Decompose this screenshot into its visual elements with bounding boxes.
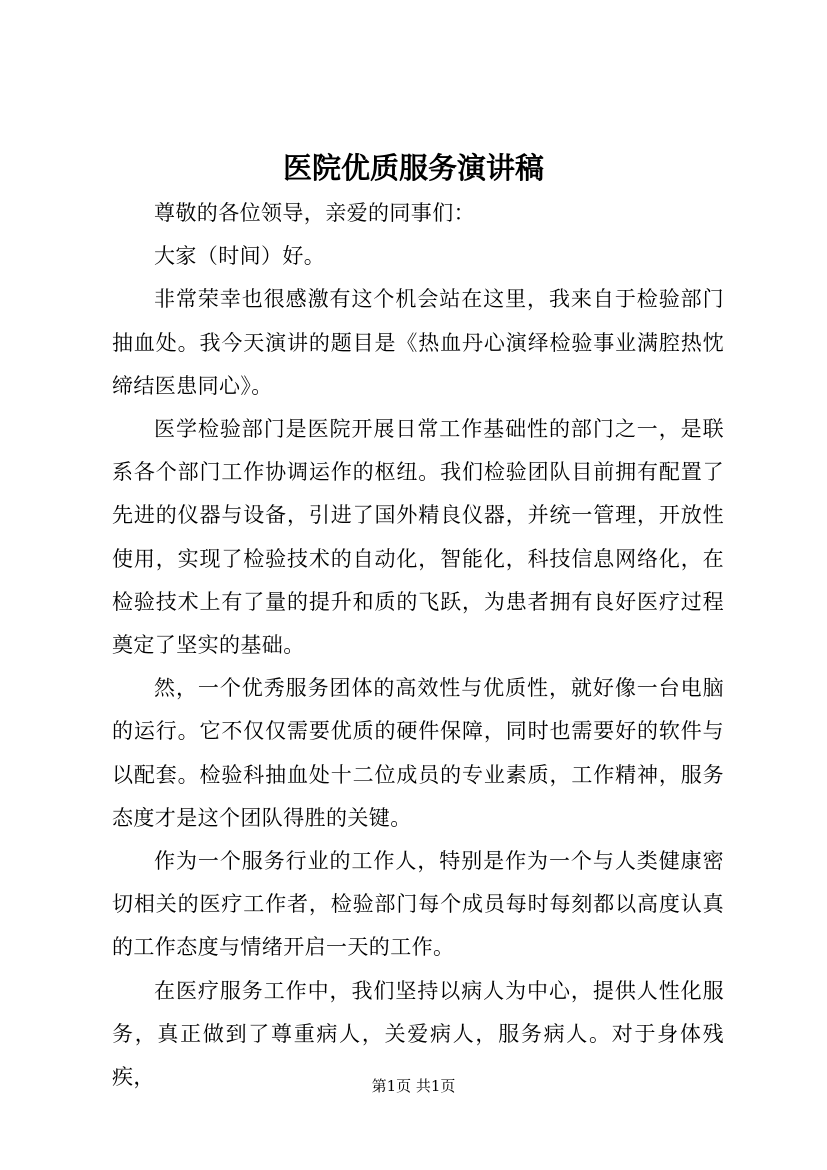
document-title: 医院优质服务演讲稿	[282, 151, 544, 185]
paragraph-service: 在医疗服务工作中，我们坚持以病人为中心，提供人性化服务，真正做到了尊重病人，关爱病人，服务病人。对于身体残疾，	[112, 978, 724, 1090]
paragraph-department: 医学检验部门是医院开展日常工作基础性的部门之一，是联系各个部门工作协调运作的枢纽。我们检验团队目前拥有配置了先进的仪器与设备，引进了国外精良仪器，并统一管理，开放性使用，实现了检验技术的自动化，智能化，科技信息网络化，在检验技术上有了量的提升和质的飞跃，为患者拥有良好医疗过程奠定了坚实的基础。	[112, 417, 724, 658]
paragraph-hello: 大家（时间）好。	[154, 244, 326, 269]
paragraph-team: 然，一个优秀服务团体的高效性与优质性，就好像一台电脑的运行。它不仅仅需要优质的硬件保障，同时也需要好的软件与以配套。检验科抽血处十二位成员的专业素质，工作精神，服务态度才是这个团队得胜的关键。	[112, 676, 724, 830]
paragraph-greeting: 尊敬的各位领导，亲爱的同事们：	[154, 201, 475, 225]
paragraph-intro: 非常荣幸也很感激有这个机会站在这里，我来自于检验部门抽血处。我今天演讲的题目是《热血丹心演绎检验事业满腔热忱缔结医患同心》。	[112, 287, 724, 398]
document-body	[112, 192, 724, 1099]
paragraph-attitude: 作为一个服务行业的工作人，特别是作为一个与人类健康密切相关的医疗工作者，检验部门每个成员每时每刻都以高度认真的工作态度与情绪开启一天的工作。	[112, 849, 724, 960]
page-footer: 第1页 共1页	[371, 1077, 456, 1095]
